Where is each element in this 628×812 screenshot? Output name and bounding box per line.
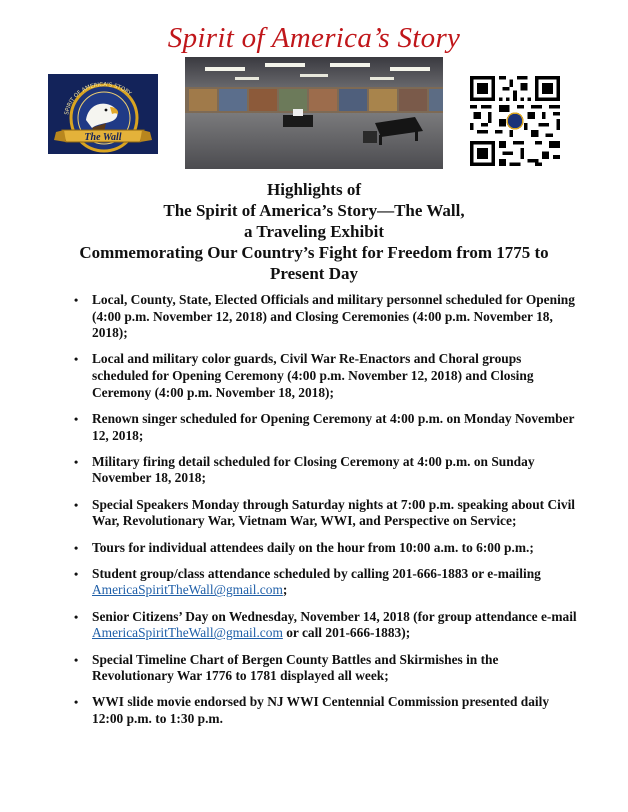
- highlights-list: [0, 292, 628, 737]
- qr-code[interactable]: [470, 76, 560, 166]
- logo-arc-text: SPIRIT OF AMERICA'S STORY: [64, 81, 133, 116]
- list-item: • WWI slide movie endorsed by NJ WWI Centennial Commission presented daily 12:00 p.m. to 1:30 p.m.: [74, 694, 550, 727]
- list-item: • Renown singer scheduled for Opening Ceremony at 4:00 p.m. on Monday November 12, 2018;: [74, 410, 575, 443]
- exhibit-photo: [185, 57, 443, 169]
- heading-line-2: The Spirit of America’s Story—The Wall,: [163, 201, 465, 220]
- qr-code-icon: [470, 76, 560, 166]
- bullet-dot: •: [74, 454, 79, 469]
- bullet-dot: •: [74, 411, 79, 426]
- page-title: Spirit of America’s Story: [167, 22, 461, 54]
- bullet-dot: •: [74, 293, 79, 307]
- eagle-logo-icon: [48, 74, 158, 154]
- bullet-dot: •: [74, 497, 79, 512]
- bullet-dot: •: [74, 566, 79, 581]
- list-item: • Local and military color guards, Civil War Re-Enactors and Choral groups scheduled for Opening Ceremony (4:00 p.m. November 12, 2018) and Closing Ceremony (4:00 p.m. November 18, 2018);: [74, 351, 534, 400]
- email-link[interactable]: AmericaSpiritTheWall@gmail.com: [92, 582, 283, 598]
- heading-line-4: Commemorating Our Country’s Fight for Freedom from 1775 to: [79, 243, 549, 262]
- highlights-heading: [20, 179, 608, 284]
- heading-line-1: Highlights of: [267, 180, 361, 199]
- bullet-dot: •: [74, 652, 79, 667]
- bullet-dot: •: [74, 609, 79, 624]
- bullet-dot: •: [74, 695, 79, 710]
- email-link[interactable]: AmericaSpiritTheWall@gmail.com: [92, 625, 283, 641]
- bullet-dot: •: [74, 352, 79, 367]
- list-item: • Special Timeline Chart of Bergen County Battles and Skirmishes in the Revolutionary War 1776 to 1781 displayed all week;: [74, 651, 499, 684]
- list-item: • Senior Citizens’ Day on Wednesday, November 14, 2018 (for group attendance e-mail AmericaSpiritTheWall@gmail.com or call 201-666-1883);: [74, 608, 577, 641]
- bullet-dot: •: [74, 540, 79, 555]
- logo-text: The Wall: [84, 132, 122, 143]
- list-item: • Student group/class attendance scheduled by calling 201-666-1883 or e-mailing AmericaSpiritTheWall@gmail.com;: [74, 565, 541, 598]
- heading-line-3: a Traveling Exhibit: [243, 222, 385, 241]
- list-item: • Special Speakers Monday through Saturday nights at 7:00 p.m. speaking about Civil War, Revolutionary War, Vietnam War, WWI, and Perspective on Service;: [74, 496, 576, 529]
- list-item: • Tours for individual attendees daily on the hour from 10:00 a.m. to 6:00 p.m.;: [74, 539, 534, 555]
- heading-line-5: Present Day: [270, 264, 358, 283]
- list-item: • Military firing detail scheduled for Closing Ceremony at 4:00 p.m. on Sunday November 18, 2018;: [74, 453, 535, 486]
- spirit-logo: [48, 74, 158, 154]
- list-item: • Local, County, State, Elected Officials and military personnel scheduled for Opening (4:00 p.m. November 12, 2018) and Closing Ceremonies (4:00 p.m. November 18, 2018);: [74, 292, 575, 341]
